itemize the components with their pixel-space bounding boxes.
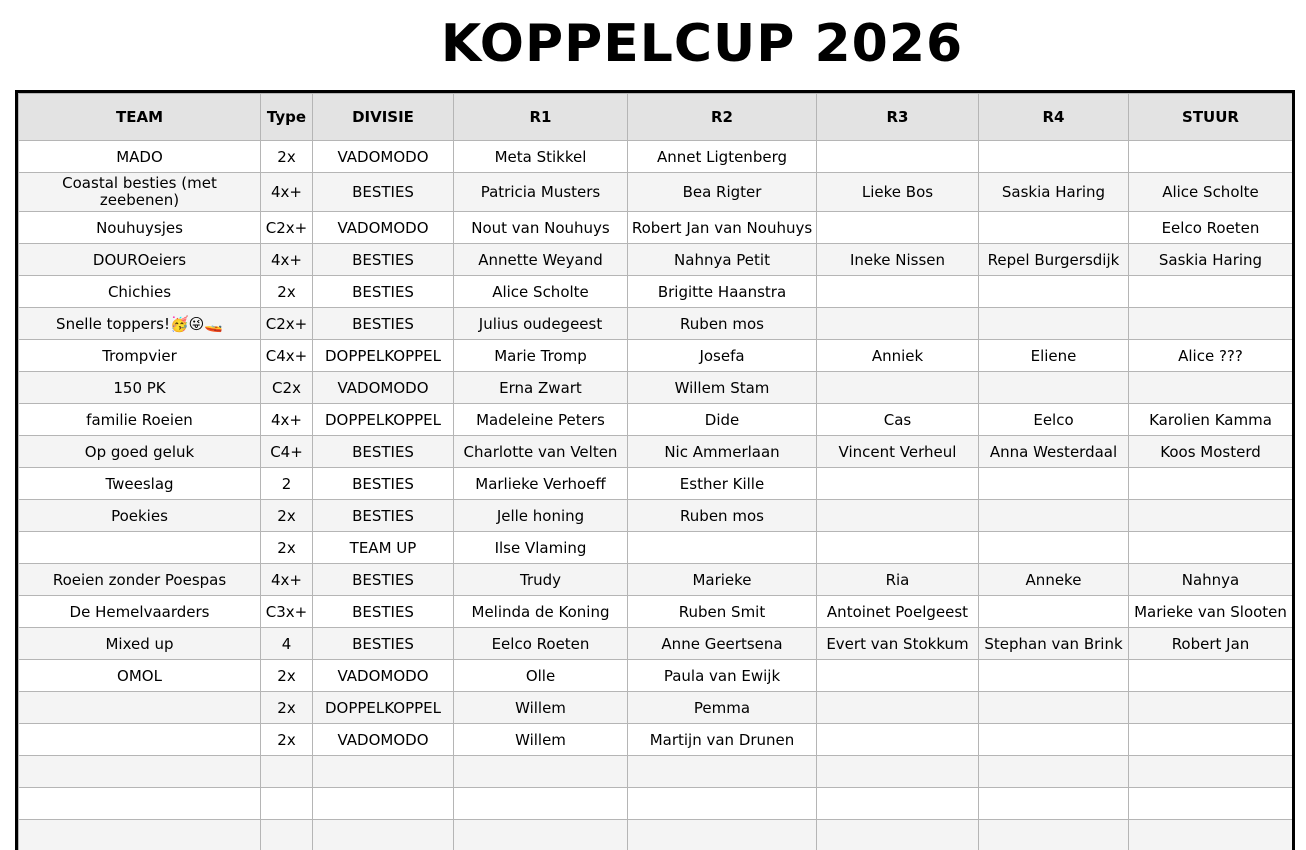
cell-stuur[interactable] — [1129, 820, 1293, 850]
cell-team[interactable]: OMOL — [19, 660, 261, 692]
cell-type[interactable]: 2x — [261, 724, 313, 756]
cell-team[interactable]: Poekies — [19, 500, 261, 532]
table-row — [19, 500, 1293, 532]
cell-r3[interactable] — [817, 276, 979, 308]
cell-team[interactable]: Coastal besties (met zeebenen) — [19, 173, 261, 212]
table-row — [19, 532, 1293, 564]
cell-r1[interactable] — [454, 756, 628, 788]
cell-divisie[interactable]: BESTIES — [313, 276, 454, 308]
cell-r3[interactable]: Lieke Bos — [817, 173, 979, 212]
cell-team[interactable] — [19, 692, 261, 724]
cell-team[interactable]: Chichies — [19, 276, 261, 308]
cell-r4[interactable]: Anna Westerdaal — [979, 436, 1129, 468]
cell-r2[interactable]: Martijn van Drunen — [628, 724, 817, 756]
cell-r2[interactable]: Nahnya Petit — [628, 244, 817, 276]
cell-stuur[interactable]: Nahnya — [1129, 564, 1293, 596]
cell-team[interactable] — [19, 788, 261, 820]
cell-r3[interactable]: Antoinet Poelgeest — [817, 596, 979, 628]
cell-divisie[interactable]: BESTIES — [313, 596, 454, 628]
cell-team[interactable]: De Hemelvaarders — [19, 596, 261, 628]
cell-r1[interactable]: Annette Weyand — [454, 244, 628, 276]
cell-team[interactable]: Snelle toppers!🥳😜🚤 — [19, 308, 261, 340]
cell-r1[interactable]: Meta Stikkel — [454, 141, 628, 173]
cell-divisie[interactable]: BESTIES — [313, 244, 454, 276]
cell-r1[interactable]: Olle — [454, 660, 628, 692]
table-row — [19, 724, 1293, 756]
table-row — [19, 436, 1293, 468]
cell-divisie[interactable]: BESTIES — [313, 628, 454, 660]
cell-divisie[interactable] — [313, 820, 454, 850]
cell-divisie[interactable]: TEAM UP — [313, 532, 454, 564]
cell-r2[interactable]: Ruben mos — [628, 500, 817, 532]
cell-r1[interactable]: Patricia Musters — [454, 173, 628, 212]
cell-divisie[interactable]: VADOMODO — [313, 660, 454, 692]
cell-r4[interactable]: Stephan van Brink — [979, 628, 1129, 660]
cell-r3[interactable] — [817, 212, 979, 244]
cell-r2[interactable]: Pemma — [628, 692, 817, 724]
cell-r4[interactable] — [979, 141, 1129, 173]
cell-r3[interactable] — [817, 468, 979, 500]
cell-type[interactable]: 4x+ — [261, 564, 313, 596]
cell-r2[interactable]: Nic Ammerlaan — [628, 436, 817, 468]
cell-type[interactable]: 4x+ — [261, 404, 313, 436]
cell-r1[interactable]: Ilse Vlaming — [454, 532, 628, 564]
cell-r3[interactable] — [817, 308, 979, 340]
cell-divisie[interactable]: DOPPELKOPPEL — [313, 692, 454, 724]
cell-r2[interactable]: Anne Geertsena — [628, 628, 817, 660]
cell-r2[interactable]: Marieke — [628, 564, 817, 596]
cell-r2[interactable]: Dide — [628, 404, 817, 436]
cell-stuur[interactable] — [1129, 724, 1293, 756]
cell-team[interactable]: 150 PK — [19, 372, 261, 404]
cell-stuur[interactable] — [1129, 372, 1293, 404]
cell-r2[interactable]: Ruben Smit — [628, 596, 817, 628]
table-row — [19, 820, 1293, 850]
registration-table — [18, 93, 1293, 850]
cell-stuur[interactable]: Koos Mosterd — [1129, 436, 1293, 468]
cell-r2[interactable] — [628, 532, 817, 564]
cell-r2[interactable]: Brigitte Haanstra — [628, 276, 817, 308]
cell-stuur[interactable]: Karolien Kamma — [1129, 404, 1293, 436]
cell-stuur[interactable] — [1129, 308, 1293, 340]
cell-r3[interactable]: Vincent Verheul — [817, 436, 979, 468]
cell-r3[interactable]: Evert van Stokkum — [817, 628, 979, 660]
table-row — [19, 244, 1293, 276]
cell-r4[interactable] — [979, 308, 1129, 340]
cell-stuur[interactable] — [1129, 500, 1293, 532]
cell-divisie[interactable]: BESTIES — [313, 308, 454, 340]
cell-r4[interactable] — [979, 276, 1129, 308]
cell-type[interactable]: C2x+ — [261, 212, 313, 244]
cell-stuur[interactable]: Saskia Haring — [1129, 244, 1293, 276]
cell-r1[interactable]: Erna Zwart — [454, 372, 628, 404]
page-title: KOPPELCUP 2026 — [0, 12, 1306, 76]
cell-team[interactable]: Tweeslag — [19, 468, 261, 500]
table-row — [19, 468, 1293, 500]
cell-r4[interactable] — [979, 532, 1129, 564]
cell-divisie[interactable] — [313, 788, 454, 820]
cell-r3[interactable]: Ineke Nissen — [817, 244, 979, 276]
cell-r1[interactable]: Jelle honing — [454, 500, 628, 532]
cell-divisie[interactable] — [313, 756, 454, 788]
cell-r4[interactable] — [979, 788, 1129, 820]
cell-stuur[interactable] — [1129, 692, 1293, 724]
table-row — [19, 756, 1293, 788]
cell-divisie[interactable]: BESTIES — [313, 468, 454, 500]
cell-r3[interactable]: Anniek — [817, 340, 979, 372]
table-row — [19, 660, 1293, 692]
cell-r4[interactable]: Repel Burgersdijk — [979, 244, 1129, 276]
cell-stuur[interactable]: Robert Jan — [1129, 628, 1293, 660]
cell-r4[interactable]: Eelco — [979, 404, 1129, 436]
cell-r2[interactable] — [628, 788, 817, 820]
cell-type[interactable]: 2x — [261, 532, 313, 564]
cell-r1[interactable]: Eelco Roeten — [454, 628, 628, 660]
cell-r2[interactable]: Bea Rigter — [628, 173, 817, 212]
cell-r3[interactable] — [817, 788, 979, 820]
column-header-divisie[interactable]: DIVISIE — [313, 94, 454, 141]
cell-stuur[interactable]: Alice ??? — [1129, 340, 1293, 372]
cell-divisie[interactable]: BESTIES — [313, 436, 454, 468]
table-row — [19, 212, 1293, 244]
table-row — [19, 141, 1293, 173]
table-row — [19, 564, 1293, 596]
cell-r4[interactable] — [979, 468, 1129, 500]
cell-divisie[interactable]: VADOMODO — [313, 212, 454, 244]
cell-r2[interactable]: Willem Stam — [628, 372, 817, 404]
table-row — [19, 276, 1293, 308]
cell-r1[interactable]: Willem — [454, 724, 628, 756]
cell-team[interactable] — [19, 756, 261, 788]
cell-divisie[interactable]: DOPPELKOPPEL — [313, 340, 454, 372]
cell-r4[interactable] — [979, 692, 1129, 724]
cell-team[interactable]: Roeien zonder Poespas — [19, 564, 261, 596]
table-row — [19, 173, 1293, 212]
cell-r3[interactable] — [817, 372, 979, 404]
cell-r4[interactable]: Anneke — [979, 564, 1129, 596]
cell-r4[interactable] — [979, 756, 1129, 788]
cell-stuur[interactable] — [1129, 276, 1293, 308]
cell-r3[interactable] — [817, 820, 979, 850]
header-row — [19, 94, 1293, 141]
cell-r1[interactable]: Marlieke Verhoeff — [454, 468, 628, 500]
column-header-r1[interactable]: R1 — [454, 94, 628, 141]
cell-divisie[interactable]: BESTIES — [313, 564, 454, 596]
cell-divisie[interactable]: VADOMODO — [313, 372, 454, 404]
cell-type[interactable] — [261, 820, 313, 850]
cell-team[interactable]: Op goed geluk — [19, 436, 261, 468]
column-header-type[interactable]: Type — [261, 94, 313, 141]
cell-team[interactable]: MADO — [19, 141, 261, 173]
cell-r1[interactable]: Madeleine Peters — [454, 404, 628, 436]
cell-type[interactable]: C4+ — [261, 436, 313, 468]
cell-r4[interactable]: Eliene — [979, 340, 1129, 372]
cell-r4[interactable] — [979, 660, 1129, 692]
cell-stuur[interactable] — [1129, 660, 1293, 692]
cell-divisie[interactable]: BESTIES — [313, 500, 454, 532]
cell-r3[interactable] — [817, 756, 979, 788]
cell-r3[interactable] — [817, 692, 979, 724]
cell-r1[interactable]: Marie Tromp — [454, 340, 628, 372]
column-header-r4[interactable]: R4 — [979, 94, 1129, 141]
table-row — [19, 628, 1293, 660]
table-row — [19, 372, 1293, 404]
cell-divisie[interactable]: DOPPELKOPPEL — [313, 404, 454, 436]
cell-type[interactable] — [261, 756, 313, 788]
cell-type[interactable]: 2x — [261, 276, 313, 308]
table-body — [19, 141, 1293, 850]
cell-r2[interactable] — [628, 756, 817, 788]
cell-type[interactable]: 4x+ — [261, 244, 313, 276]
cell-team[interactable]: Mixed up — [19, 628, 261, 660]
table-row — [19, 692, 1293, 724]
cell-team[interactable] — [19, 820, 261, 850]
cell-team[interactable]: familie Roeien — [19, 404, 261, 436]
cell-stuur[interactable] — [1129, 756, 1293, 788]
column-header-stuur[interactable]: STUUR — [1129, 94, 1293, 141]
table-row — [19, 788, 1293, 820]
column-header-r2[interactable]: R2 — [628, 94, 817, 141]
cell-r1[interactable]: Nout van Nouhuys — [454, 212, 628, 244]
cell-r3[interactable] — [817, 660, 979, 692]
cell-r2[interactable]: Paula van Ewijk — [628, 660, 817, 692]
cell-type[interactable]: 4x+ — [261, 173, 313, 212]
cell-type[interactable]: 2x — [261, 141, 313, 173]
cell-r1[interactable]: Julius oudegeest — [454, 308, 628, 340]
cell-team[interactable]: Nouhuysjes — [19, 212, 261, 244]
registration-table-frame — [15, 90, 1295, 850]
cell-r2[interactable]: Robert Jan van Nouhuys — [628, 212, 817, 244]
cell-r1[interactable]: Willem — [454, 692, 628, 724]
cell-type[interactable]: C4x+ — [261, 340, 313, 372]
cell-team[interactable] — [19, 724, 261, 756]
table-row — [19, 596, 1293, 628]
cell-divisie[interactable]: VADOMODO — [313, 141, 454, 173]
table-row — [19, 340, 1293, 372]
cell-stuur[interactable]: Marieke van Slooten — [1129, 596, 1293, 628]
cell-team[interactable]: Trompvier — [19, 340, 261, 372]
column-header-team[interactable]: TEAM — [19, 94, 261, 141]
cell-r4[interactable] — [979, 724, 1129, 756]
cell-r4[interactable] — [979, 212, 1129, 244]
cell-r1[interactable]: Alice Scholte — [454, 276, 628, 308]
cell-r2[interactable]: Ruben mos — [628, 308, 817, 340]
cell-type[interactable]: C2x+ — [261, 308, 313, 340]
cell-r2[interactable]: Josefa — [628, 340, 817, 372]
cell-stuur[interactable] — [1129, 141, 1293, 173]
cell-stuur[interactable]: Eelco Roeten — [1129, 212, 1293, 244]
cell-stuur[interactable]: Alice Scholte — [1129, 173, 1293, 212]
cell-r1[interactable] — [454, 788, 628, 820]
cell-divisie[interactable]: VADOMODO — [313, 724, 454, 756]
cell-r3[interactable] — [817, 500, 979, 532]
cell-type[interactable] — [261, 788, 313, 820]
cell-stuur[interactable] — [1129, 468, 1293, 500]
cell-r4[interactable] — [979, 372, 1129, 404]
cell-r4[interactable] — [979, 500, 1129, 532]
cell-type[interactable]: C2x — [261, 372, 313, 404]
cell-type[interactable]: 4 — [261, 628, 313, 660]
cell-r1[interactable] — [454, 820, 628, 850]
cell-r3[interactable]: Cas — [817, 404, 979, 436]
cell-divisie[interactable]: BESTIES — [313, 173, 454, 212]
cell-r3[interactable] — [817, 141, 979, 173]
cell-r2[interactable]: Esther Kille — [628, 468, 817, 500]
cell-team[interactable]: DOUROeiers — [19, 244, 261, 276]
cell-type[interactable]: 2x — [261, 692, 313, 724]
cell-r4[interactable]: Saskia Haring — [979, 173, 1129, 212]
cell-r3[interactable] — [817, 724, 979, 756]
cell-r2[interactable] — [628, 820, 817, 850]
cell-r2[interactable]: Annet Ligtenberg — [628, 141, 817, 173]
cell-stuur[interactable] — [1129, 788, 1293, 820]
cell-r1[interactable]: Trudy — [454, 564, 628, 596]
table-row — [19, 404, 1293, 436]
cell-r4[interactable] — [979, 820, 1129, 850]
column-header-r3[interactable]: R3 — [817, 94, 979, 141]
cell-type[interactable]: 2x — [261, 500, 313, 532]
cell-r3[interactable]: Ria — [817, 564, 979, 596]
cell-type[interactable]: 2x — [261, 660, 313, 692]
cell-r1[interactable]: Charlotte van Velten — [454, 436, 628, 468]
cell-type[interactable]: C3x+ — [261, 596, 313, 628]
cell-type[interactable]: 2 — [261, 468, 313, 500]
cell-team[interactable] — [19, 532, 261, 564]
cell-r1[interactable]: Melinda de Koning — [454, 596, 628, 628]
table-row — [19, 308, 1293, 340]
cell-stuur[interactable] — [1129, 532, 1293, 564]
cell-r4[interactable] — [979, 596, 1129, 628]
cell-r3[interactable] — [817, 532, 979, 564]
